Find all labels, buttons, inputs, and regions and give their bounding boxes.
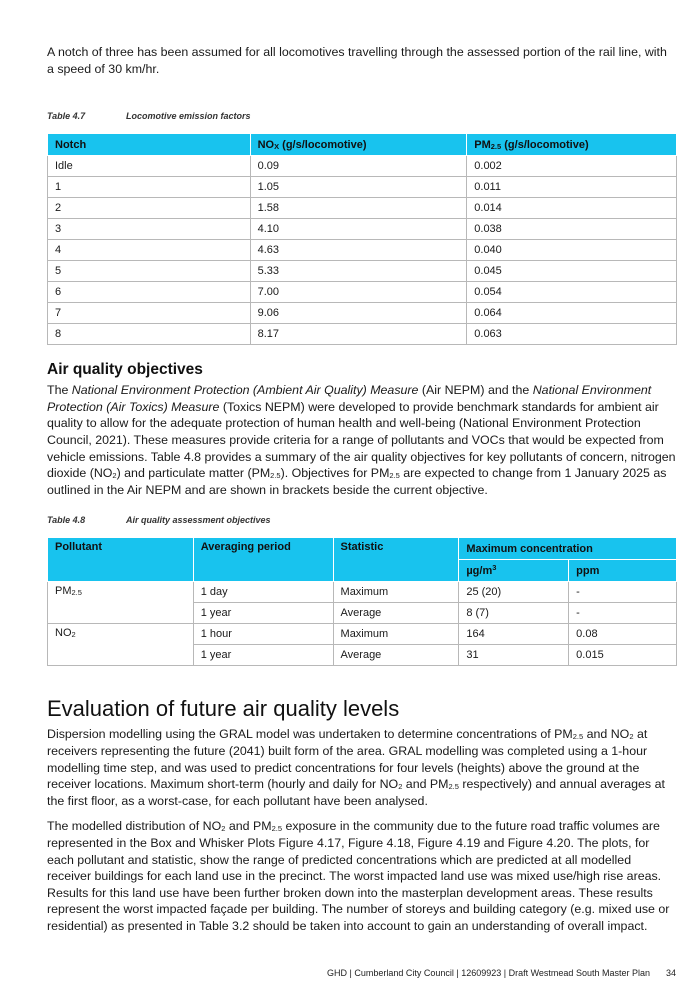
header-max-concentration: Maximum concentration <box>459 538 677 560</box>
ppm-cell: - <box>569 603 677 624</box>
table-row <box>48 324 677 345</box>
pm-cell: 0.014 <box>467 198 677 219</box>
notch-cell: 3 <box>48 219 251 240</box>
header-notch: Notch <box>48 134 251 156</box>
header-averaging-period: Averaging period <box>193 538 333 582</box>
nox-cell: 4.10 <box>250 219 467 240</box>
ugm3-cell: 8 (7) <box>459 603 569 624</box>
notch-cell: 5 <box>48 261 251 282</box>
nox-cell: 7.00 <box>250 282 467 303</box>
air-quality-objectives-table <box>47 537 677 666</box>
air-quality-paragraph: The National Environment Protection (Ambient Air Quality) Measure (Air NEPM) and the National Environment Protection (Air Toxics) Measure (Toxics NEPM) were developed to provide benchmark standards for ambient air quality to allow for the adequate protection of human health and well-being (National Environment Protection Council, 2021). These measures provide criteria for a range of pollutants and VOCs that would be expected from vehicle emissions. Table 4.8 provides a summary of the air quality objectives for key pollutants of concern, nitrogen dioxide $(NO_2)$ and particulate matter $(PM_{2.5})$. Objectives for $PM_{2.5}$ are expected to change from 1 January 2025 as outlined in the Air NEPM and are shown in brackets beside the current objective. <box>47 383 676 497</box>
pollutant-cell: $PM_{2.5}$ <box>48 582 194 624</box>
pm-cell: 0.054 <box>467 282 677 303</box>
table-header-row <box>48 134 677 156</box>
nox-cell: 1.05 <box>250 177 467 198</box>
statistic-cell: Average <box>333 603 459 624</box>
ppm-cell: - <box>569 582 677 603</box>
statistic-cell: Average <box>333 645 459 666</box>
table-row <box>48 261 677 282</box>
evaluation-paragraph-2: The modelled distribution of $NO_2$ and $PM_{2.5}$ exposure in the community due to the future road traffic volumes are represented in the Box and Whisker Plots Figure 4.17, Figure 4.18, Figure 4.19 and Figure 4.20. The plots, for each pollutant and statistic, show the range of predicted concentrations which are predicted at all modelled receiver buildings for each land use in the precinct. The worst impacted land use was mixed use/high rise areas. Results for this land use have been further broken down into the masterplan development areas. These results represent the worst impacted façade per building. The number of storeys and building category (e.g. mixed use or residential) as presented in Table 3.2 should be taken into account to gain an understanding of overall impact. <box>47 819 670 933</box>
notch-cell: Idle <box>48 156 251 177</box>
locomotive-emission-table <box>47 133 677 345</box>
header-ppm: ppm <box>569 560 677 582</box>
ppm-cell: 0.015 <box>569 645 677 666</box>
ppm-cell: 0.08 <box>569 624 677 645</box>
pm-cell: 0.064 <box>467 303 677 324</box>
table-row <box>48 177 677 198</box>
period-cell: 1 year <box>193 645 333 666</box>
table-4-8-caption <box>47 515 677 527</box>
statistic-cell: Maximum <box>333 582 459 603</box>
table-4-7-caption <box>47 111 677 123</box>
period-cell: 1 year <box>193 603 333 624</box>
pm-cell: 0.045 <box>467 261 677 282</box>
ugm3-cell: 164 <box>459 624 569 645</box>
table-row <box>48 303 677 324</box>
header-ugm3: $\mu g/m^3$ <box>459 560 569 582</box>
document-page <box>47 44 677 934</box>
notch-cell: 1 <box>48 177 251 198</box>
header-pollutant: Pollutant <box>48 538 194 582</box>
pm-cell: 0.038 <box>467 219 677 240</box>
period-cell: 1 day <box>193 582 333 603</box>
table-row <box>48 624 677 645</box>
pm-cell: 0.011 <box>467 177 677 198</box>
header-nox: $NO_X$ (g/s/locomotive) <box>250 134 467 156</box>
page-number: 34 <box>665 968 676 978</box>
notch-cell: 2 <box>48 198 251 219</box>
header-pm25: $PM_{2.5}$ (g/s/locomotive) <box>467 134 677 156</box>
caption-number: Table 4.8 <box>47 515 86 526</box>
footer-text: GHD | Cumberland City Council | 12609923 | Draft Westmead South Master Plan <box>326 968 650 978</box>
table-row <box>48 156 677 177</box>
section-heading-evaluation: Evaluation of future air quality levels <box>47 696 400 722</box>
pollutant-cell: $NO_2$ <box>48 624 194 666</box>
header-statistic: Statistic <box>333 538 459 582</box>
caption-title: Locomotive emission factors <box>126 111 251 122</box>
statistic-cell: Maximum <box>333 624 459 645</box>
table-row <box>48 198 677 219</box>
nox-cell: 8.17 <box>250 324 467 345</box>
table-row <box>48 219 677 240</box>
ugm3-cell: 31 <box>459 645 569 666</box>
notch-cell: 7 <box>48 303 251 324</box>
ugm3-cell: 25 (20) <box>459 582 569 603</box>
nox-cell: 1.58 <box>250 198 467 219</box>
notch-cell: 6 <box>48 282 251 303</box>
table-row <box>48 282 677 303</box>
pm-cell: 0.002 <box>467 156 677 177</box>
period-cell: 1 hour <box>193 624 333 645</box>
evaluation-paragraph-1: Dispersion modelling using the GRAL model was undertaken to determine concentrations of $PM_{2.5}$ and $NO_2$ at receivers representing the future (2041) built form of the area. GRAL modelling was completed using a 1-hour modelling time step, and was used to predict concentrations for four levels (heights) above the ground at the receiver locations. Maximum short-term (hourly and daily for $NO_2$ and $PM_{2.5}$ respectively) and annual averages at the first floor, as a worst-case, for each pollutant have been analysed. <box>47 727 665 808</box>
nox-cell: 9.06 <box>250 303 467 324</box>
table-row <box>48 240 677 261</box>
table-header-row <box>48 538 677 560</box>
notch-cell: 4 <box>48 240 251 261</box>
nox-cell: 4.63 <box>250 240 467 261</box>
notch-cell: 8 <box>48 324 251 345</box>
section-heading-air-quality: Air quality objectives <box>47 361 203 379</box>
caption-number: Table 4.7 <box>47 111 86 122</box>
intro-paragraph: A notch of three has been assumed for all locomotives travelling through the assessed portion of the rail line, with a speed of 30 km/hr. <box>47 45 667 76</box>
table-row <box>48 582 677 603</box>
nox-cell: 5.33 <box>250 261 467 282</box>
nox-cell: 0.09 <box>250 156 467 177</box>
pm-cell: 0.040 <box>467 240 677 261</box>
page-footer <box>0 968 676 978</box>
pm-cell: 0.063 <box>467 324 677 345</box>
caption-title: Air quality assessment objectives <box>126 515 271 526</box>
